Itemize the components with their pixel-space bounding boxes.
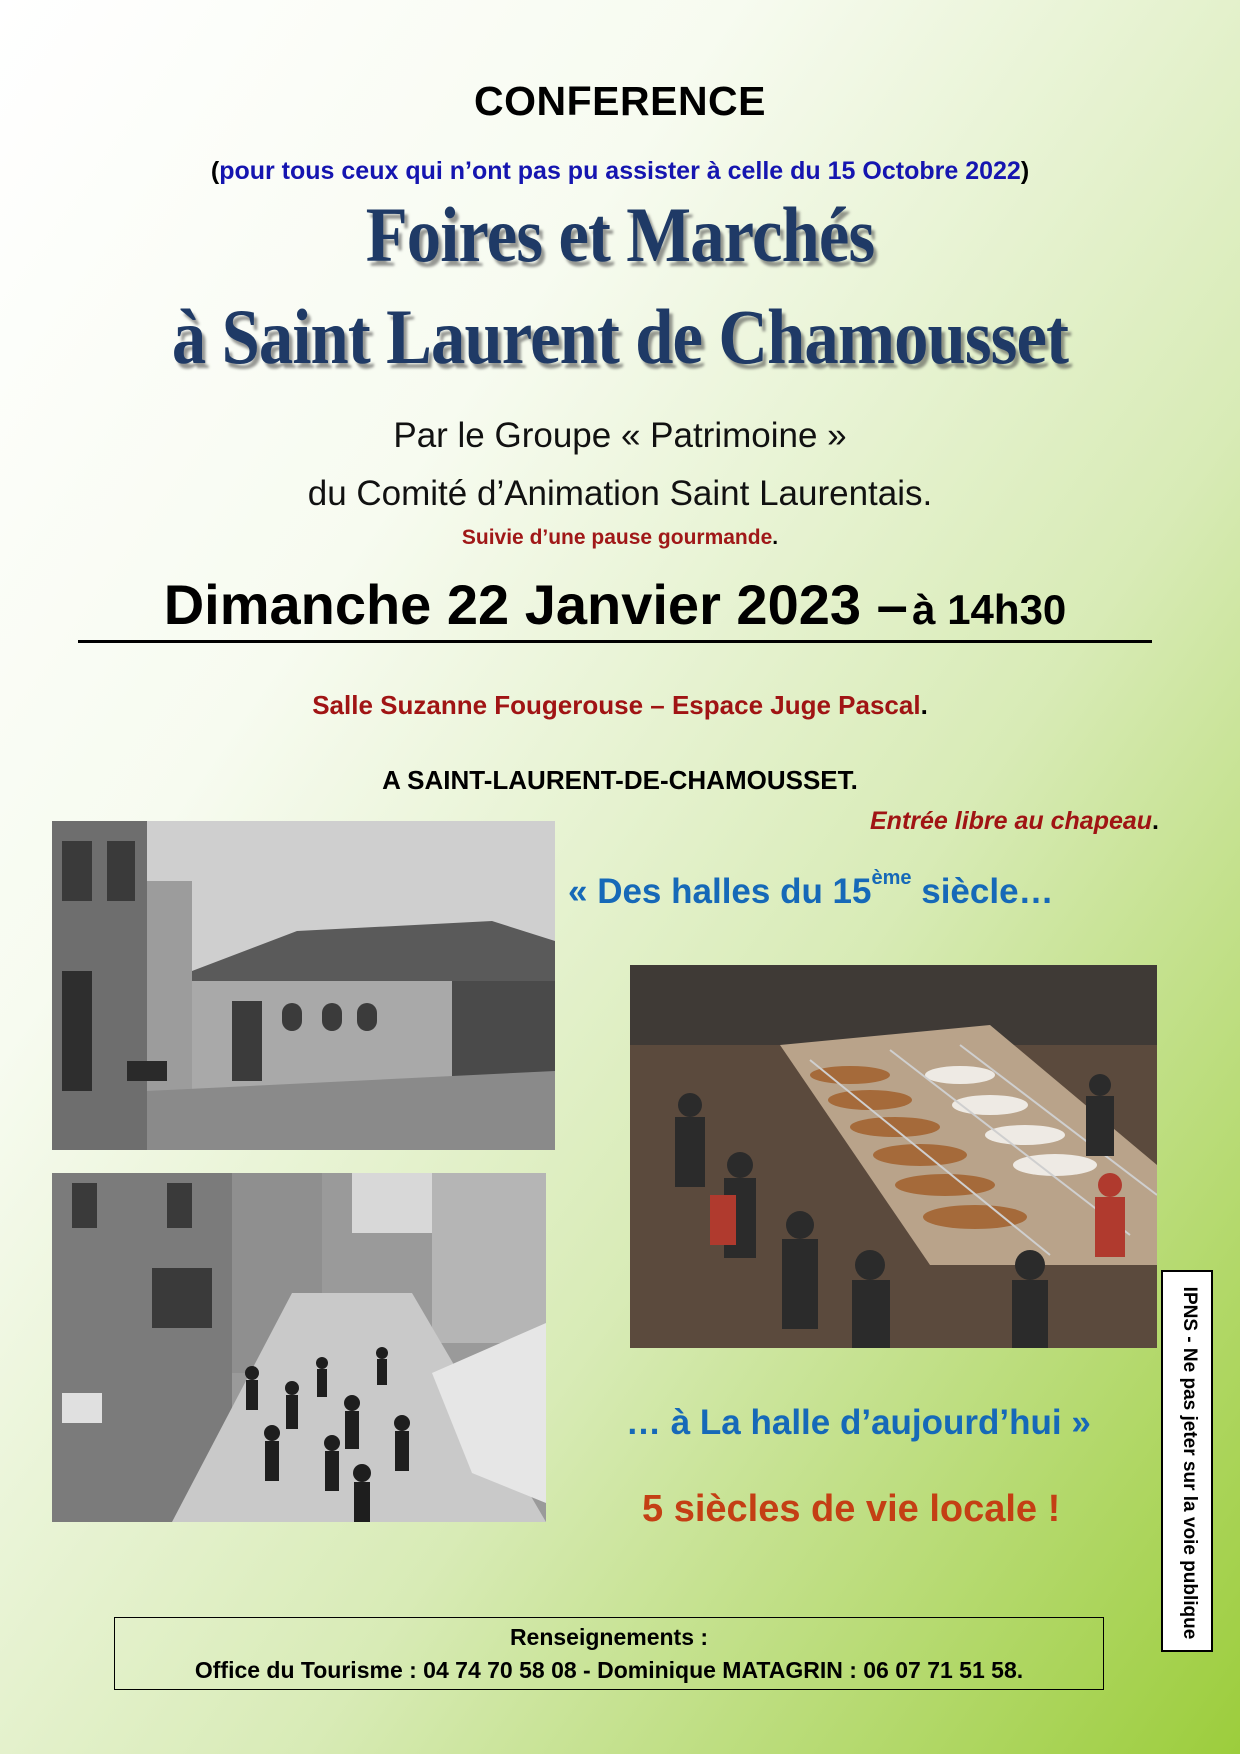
entry-note [870,807,1159,836]
subtitle-close-paren: ) [1020,157,1030,185]
event-date: Dimanche 22 Janvier 2023 – [163,573,908,636]
entry-text: Entrée libre au chapeau [870,807,1153,835]
event-venue [0,690,1240,721]
venue-text: Salle Suzanne Fougerouse – Espace Juge Pascal [312,690,921,720]
main-title-line2: à Saint Laurent de Chamousset [171,293,1069,380]
info-title: Renseignements : [509,1624,709,1650]
subtitle-text: pour tous ceux qui n’ont pas pu assister à celle du 15 Octobre 2022 [219,157,1021,185]
venue-dot: . [920,690,928,720]
entry-dot: . [1152,807,1159,835]
caption-today-hall: … à La halle d’aujourd’hui » [626,1403,1091,1442]
pause-note [0,526,1240,550]
old-market-street-photo [52,1173,546,1522]
caption-centuries: 5 siècles de vie locale ! [642,1488,1061,1530]
event-date-line [78,572,1152,643]
ipns-notice-text: IPNS - Ne pas jeter sur la voie publique [1179,1286,1200,1640]
subtitle-open-paren: ( [210,157,220,185]
caption-old-halls [568,867,1054,912]
info-contacts: Office du Tourisme : 04 74 70 58 08 - Dominique MATAGRIN : 06 07 71 51 58. [194,1657,1024,1683]
old-market-hall-photo [52,821,555,1150]
caption-old-halls-superscript: ème [871,867,912,890]
ipns-notice-box [1161,1270,1213,1652]
conference-heading: CONFERENCE [473,78,767,124]
presenter-line2: du Comité d’Animation Saint Laurentais. [307,474,933,513]
main-title-line1: Foires et Marchés [365,191,875,278]
presenter-line1: Par le Groupe « Patrimoine » [393,416,847,455]
event-time: à 14h30 [912,586,1067,633]
caption-old-halls-prefix: « Des halles du 15 [568,872,872,911]
info-box [114,1617,1104,1690]
caption-old-halls-suffix: siècle… [911,872,1054,911]
event-town: A SAINT-LAURENT-DE-CHAMOUSSET. [382,765,858,795]
pause-text: Suivie d’une pause gourmande [461,526,773,549]
pause-dot: . [772,526,779,549]
modern-cattle-hall-photo [630,965,1157,1348]
conference-subtitle [0,157,1240,186]
